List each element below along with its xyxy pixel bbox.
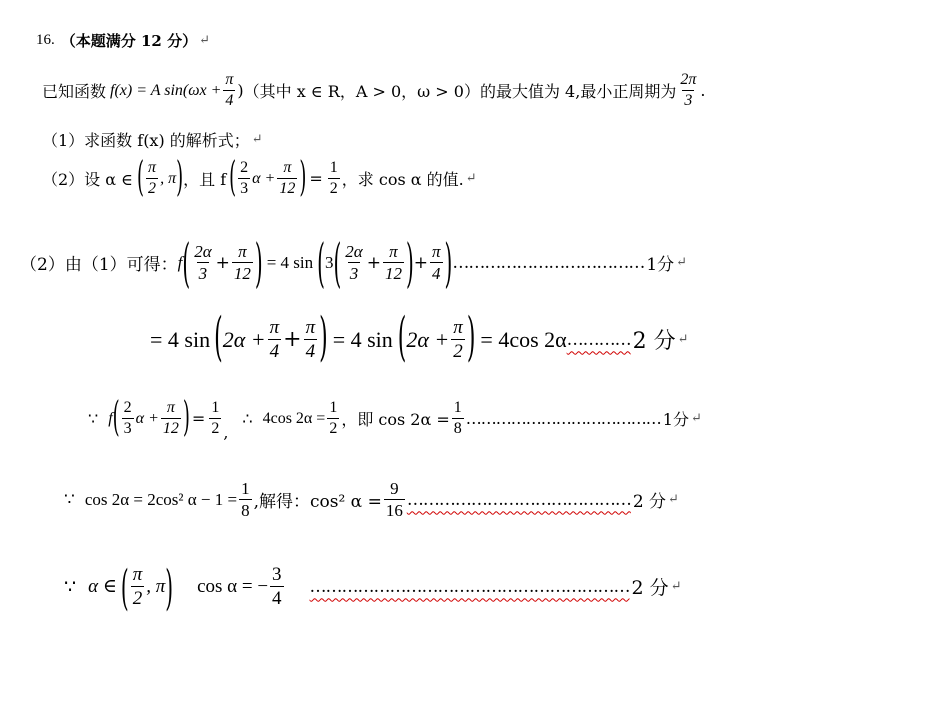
paragraph-mark-icon: ↵	[670, 579, 682, 594]
fraction-pi-over-4	[223, 72, 235, 109]
leader-dots: …………………………………	[465, 409, 661, 428]
fraction	[209, 400, 221, 437]
fraction	[270, 565, 284, 608]
denominator: 2	[132, 588, 143, 609]
fraction-pi-over-2	[146, 160, 158, 197]
leader-dots: ……………………………………………………	[309, 576, 630, 597]
paragraph-mark-icon: ↵	[690, 411, 702, 426]
part1	[42, 128, 263, 151]
fraction	[343, 243, 364, 282]
denominator: 4	[269, 341, 280, 362]
plus: +	[215, 252, 230, 273]
denominator: 16	[385, 501, 403, 520]
three: 3	[324, 252, 334, 272]
problem-title: （本题满分 12 分）	[60, 32, 198, 50]
fraction	[384, 480, 405, 519]
numerator: π	[132, 564, 143, 585]
interval-tail: , π	[160, 169, 177, 187]
score-label: 2 分	[632, 492, 667, 512]
denominator: 2	[453, 341, 463, 362]
paragraph-mark-icon: ↵	[465, 171, 477, 186]
numerator: π	[305, 317, 316, 338]
two-alpha-plus: 2α +	[222, 326, 266, 352]
denominator: 3	[240, 180, 249, 197]
numerator: 1	[453, 399, 462, 416]
alpha-in: α ∈	[88, 576, 117, 597]
numerator: 2α	[345, 242, 363, 261]
numerator: π	[432, 242, 441, 261]
leader-dots: ……………………………………	[406, 489, 631, 510]
fraction	[304, 318, 318, 361]
equals-4sin: = 4 sin	[332, 326, 393, 352]
function-conditions: （其中 x ∈ R，A > 0，ω > 0）的最大值为 4,最小正周期为	[243, 82, 677, 101]
numerator: 1	[211, 399, 220, 416]
line4-mid: ,解得：cos² α =	[253, 492, 382, 512]
denominator: 8	[241, 501, 250, 520]
denominator: 4	[432, 264, 441, 283]
numerator: π	[238, 242, 247, 261]
two-alpha-plus: 2α +	[406, 326, 450, 352]
function-expression: f(x) = A sin(ωx +	[110, 81, 222, 99]
numerator: 2	[123, 399, 132, 416]
fraction	[192, 243, 213, 282]
therefore-symbol: ∴	[242, 409, 253, 428]
numerator: π	[225, 71, 234, 88]
fraction-period	[678, 72, 698, 109]
cos-alpha-eq: cos α = −	[197, 575, 269, 597]
numerator: π	[166, 399, 175, 416]
double-angle-expr: cos 2α = 2cos² α − 1 =	[84, 489, 238, 509]
denominator: 12	[233, 264, 251, 283]
numerator: π	[269, 317, 280, 338]
paragraph-mark-icon: ↵	[251, 132, 263, 147]
numerator: π	[148, 159, 157, 176]
numerator: 2π	[680, 71, 697, 88]
alpha-plus: α +	[135, 409, 159, 427]
problem-header	[36, 30, 210, 51]
fraction	[232, 243, 253, 282]
part2-mid: ，且 f	[183, 170, 227, 189]
comma: ,	[223, 423, 229, 442]
paragraph-mark-icon: ↵	[668, 492, 679, 507]
solution-lead: （2）由（1）可得：	[20, 255, 178, 275]
numerator: 1	[329, 399, 338, 416]
part1-text: （1）求函数 f(x) 的解析式；	[42, 131, 250, 150]
leader-dots: …………	[566, 329, 631, 350]
fraction	[122, 400, 134, 437]
fraction	[430, 243, 443, 282]
equals: =	[191, 409, 206, 428]
solution-line-3: ∵ f ( $\frac{2}{3}$ α + $\frac{\pi}{12}$ ) = $\frac{1}{2}$ , ∴ 4cos 2α = $\frac{1}{2}$ ，即 cos 2α = $\frac{1}{8}$ ………………………………… 1分 ↵	[88, 393, 702, 442]
denominator: 2	[329, 180, 338, 197]
part2: （2）设 α ∈ ( $\frac{\pi}{2}$ , π ) ，且 f ( $\frac{2}{3}$ α + $\frac{\pi}{12}$ ) = $\frac{1}{2}$ ，求 cos α 的值. ↵	[42, 153, 477, 202]
denominator: 3	[349, 264, 359, 283]
fraction	[239, 480, 252, 519]
fraction	[268, 318, 282, 361]
denominator: 4	[225, 92, 234, 109]
fraction	[451, 318, 465, 361]
leader-dots: ………………………………	[452, 252, 645, 273]
paragraph-mark-icon: ↵	[199, 33, 210, 48]
numerator: π	[453, 317, 463, 338]
denominator: 3	[198, 264, 208, 283]
paragraph-mark-icon: ↵	[677, 332, 689, 347]
because-symbol: ∵	[64, 575, 77, 598]
numerator: 9	[390, 479, 399, 498]
equals: =	[309, 169, 323, 188]
interval-tail: , π	[146, 575, 166, 597]
denominator: 3	[684, 92, 693, 109]
because-symbol: ∵	[88, 409, 99, 428]
denominator: 8	[453, 420, 462, 437]
paren-close: )	[237, 81, 244, 100]
score-label: 1分	[646, 255, 675, 275]
cos2alpha-eq: 4cos 2α =	[262, 409, 326, 427]
because-symbol: ∵	[64, 489, 75, 510]
denominator: 2	[148, 180, 157, 197]
solution-line-4	[64, 480, 679, 519]
fraction	[383, 243, 404, 282]
alpha-plus: α +	[252, 169, 276, 187]
denominator: 2	[329, 420, 338, 437]
solution-line-1: （2）由（1）可得： f ( $\frac{2\alpha}{3}$ + $\frac{\pi}{12}$ ) = 4 sin ( 3 ( $\frac{2\alpha}{3}$ + $\frac{\pi}{12}$ ) + $\frac{\pi}{4}$ ) ……………………………… 1分 ↵	[20, 231, 688, 294]
numerator: 2	[240, 159, 249, 176]
numerator: 1	[241, 479, 250, 498]
denominator: 12	[279, 180, 296, 197]
solution-line-2: = 4 sin ( 2α + $\frac{\pi}{4}$ + $\frac{\pi}{4}$ ) = 4 sin ( 2α + $\frac{\pi}{2}$ ) = 4cos 2α ………… 2 分 ↵	[150, 308, 689, 369]
solution-line-5: ∵ α ∈ ( $\frac{\pi}{2}$ , π ) cos α = − $\frac{3}{4}$ …………………………………………………… 2 分 ↵	[64, 557, 682, 616]
fraction-2-over-3	[238, 160, 250, 197]
fraction	[327, 400, 339, 437]
numerator: 3	[272, 564, 282, 585]
statement-prefix: 已知函数	[42, 82, 107, 101]
fraction-pi-over-12	[277, 160, 297, 197]
part2-suffix: ，求 cos α 的值.	[341, 170, 464, 189]
denominator: 12	[384, 264, 402, 283]
numerator: π	[389, 242, 398, 261]
denominator: 2	[211, 420, 220, 437]
f-symbol: f	[177, 252, 183, 272]
denominator: 4	[272, 588, 282, 609]
fraction	[161, 400, 181, 437]
numerator: π	[283, 159, 292, 176]
f-symbol: f	[108, 409, 113, 427]
fraction-1-over-2	[328, 160, 340, 197]
equals-4sin: = 4 sin	[150, 326, 211, 352]
score-label: 1分	[662, 410, 689, 429]
equals-4cos2alpha: = 4cos 2α	[480, 326, 567, 352]
line3-mid: ，即 cos 2α =	[341, 410, 450, 429]
equals-4sin: = 4 sin	[266, 252, 314, 272]
denominator: 4	[305, 341, 316, 362]
problem-statement	[42, 72, 705, 109]
numerator: 2α	[194, 242, 212, 261]
denominator: 12	[162, 420, 179, 437]
paragraph-mark-icon: ↵	[676, 255, 688, 270]
part2-prefix: （2）设 α ∈	[42, 170, 134, 189]
numerator: 1	[329, 159, 338, 176]
score-label: 2 分	[631, 577, 669, 599]
score-label: 2 分	[632, 329, 676, 354]
period-end: .	[700, 81, 706, 100]
denominator: 3	[123, 420, 132, 437]
problem-number: 16.	[36, 32, 55, 48]
fraction	[131, 565, 145, 608]
fraction	[452, 400, 464, 437]
